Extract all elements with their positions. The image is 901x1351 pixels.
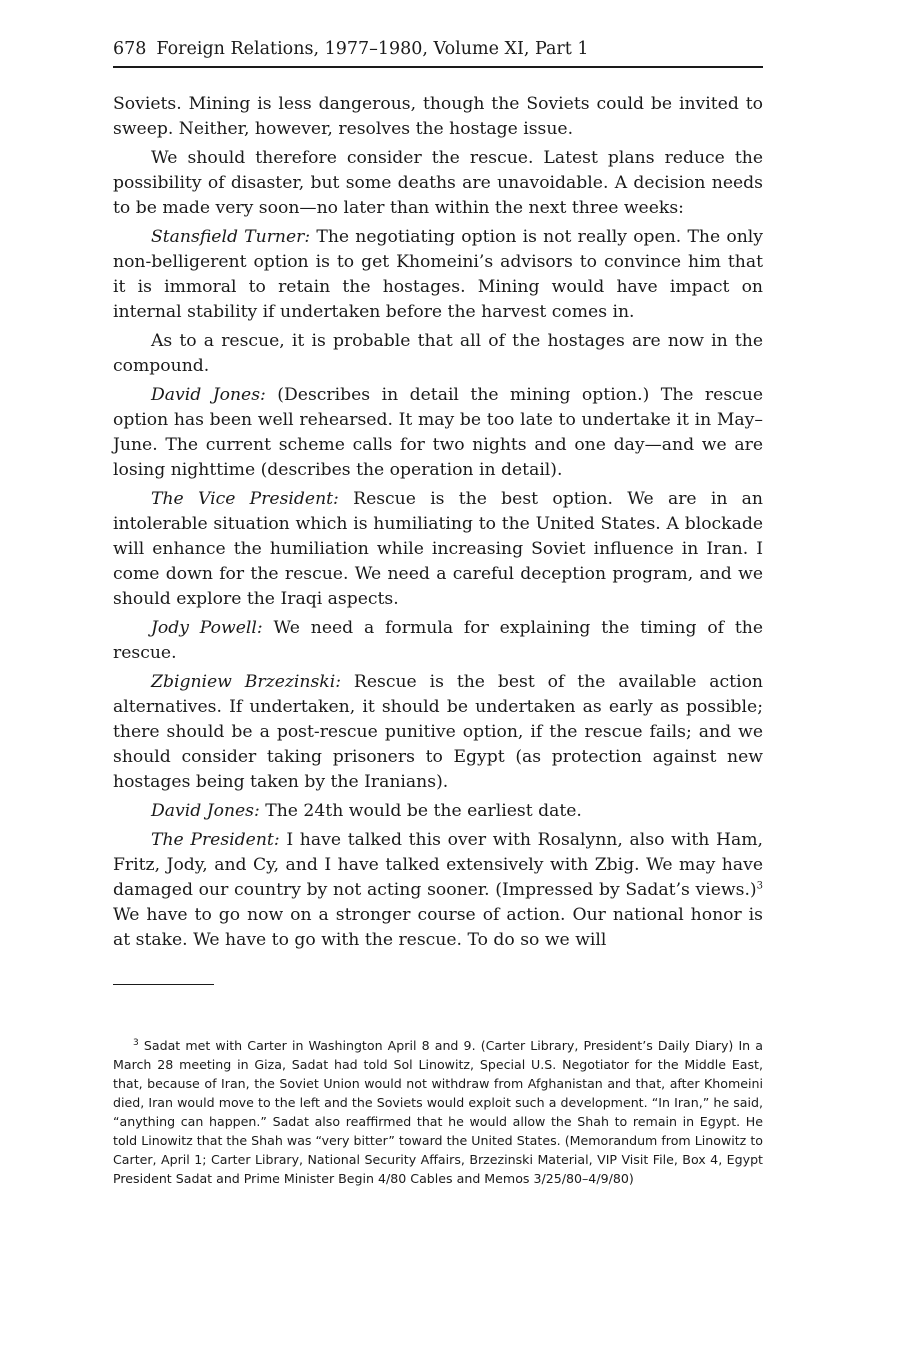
speaker-name: David Jones: bbox=[151, 385, 266, 405]
paragraph-text: Rescue is the best of the available action alternatives. If undertaken, it should be undertaken as early as possible; there should be a post-rescue punitive option, if the rescue fails; and we should consider taking prisoners to Egypt (as protection against new hostages being taken by the Iranians). bbox=[113, 672, 764, 792]
footnote-divider bbox=[113, 984, 214, 985]
paragraph-text: We should therefore consider the rescue. Latest plans reduce the possibility of disaster, but some deaths are unavoidable. A decision needs to be made very soon—no later than within the next three weeks: bbox=[113, 148, 763, 218]
speaker-name: The President: bbox=[151, 830, 280, 850]
page-number: 678 bbox=[113, 39, 147, 59]
paragraph bbox=[113, 329, 763, 379]
speaker-name: David Jones: bbox=[151, 801, 260, 821]
paragraph-text: (Describes in detail the mining option.) The rescue option has been well rehearsed. It may be too late to undertake it in May–June. The current scheme calls for two nights and one day—and we are losing nighttime (describes the operation in detail). bbox=[113, 385, 764, 480]
paragraph-text: I have talked this over with Rosalynn, also with Ham, Fritz, Jody, and Cy, and I have talked extensively with Zbig. We may have damaged our country by not acting sooner. (Impressed by Sadat’s views.) bbox=[113, 830, 763, 900]
paragraph-text: The 24th would be the earliest date. bbox=[259, 801, 582, 821]
footnote bbox=[113, 1036, 763, 1188]
speaker-name: Stansfield Turner: bbox=[151, 227, 311, 247]
paragraph-text: We have to go now on a stronger course of action. Our national honor is at stake. We have to go with the rescue. To do so we will bbox=[113, 905, 763, 950]
paragraph bbox=[113, 670, 763, 795]
paragraph bbox=[113, 828, 763, 953]
paragraph-text: The negotiating option is not really open. The only non-belligerent option is to get Khomeini’s advisors to convince him that it is immoral to retain the hostages. Mining would have impact on internal stability if undertaken before the harvest comes in. bbox=[113, 227, 763, 322]
paragraph bbox=[113, 487, 763, 612]
footnote-number: 3 bbox=[133, 1037, 139, 1048]
paragraph-text: We need a formula for explaining the timing of the rescue. bbox=[113, 618, 764, 663]
paragraph-text: Soviets. Mining is less dangerous, though the Soviets could be invited to sweep. Neither, however, resolves the hostage issue. bbox=[113, 94, 763, 139]
paragraph bbox=[113, 383, 763, 483]
footnote-reference[interactable]: 3 bbox=[756, 880, 763, 892]
paragraph bbox=[113, 225, 763, 325]
speaker-name: Jody Powell: bbox=[151, 618, 263, 638]
document-page bbox=[113, 36, 764, 1186]
paragraph bbox=[113, 146, 763, 221]
running-head bbox=[113, 36, 763, 68]
body-text bbox=[113, 92, 763, 953]
paragraph bbox=[113, 616, 763, 666]
paragraph-text: Rescue is the best option. We are in an intolerable situation which is humiliating to the United States. A blockade will enhance the humiliation while increasing Soviet influence in Iran. I come down for the rescue. We need a careful deception program, and we should explore the Iraqi aspects. bbox=[113, 489, 763, 609]
speaker-name: Zbigniew Brzezinski: bbox=[151, 672, 342, 692]
footnote-text: Sadat met with Carter in Washington April 8 and 9. (Carter Library, President’s Daily Diary) In a March 28 meeting in Giza, Sadat had told Sol Linowitz, Special U.S. Negotiator for the Middle East, that, because of Iran, the Soviet Union would not withdraw from Afghanistan and that, after Khomeini died, Iran would move to the left and the Soviets would exploit such a development. “In Iran,” he said, “anything can happen.” Sadat also reaffirmed that he would allow the Shah to remain in Egypt. He told Linowitz that the Shah was “very bitter” toward the United States. (Memorandum from Linowitz to Carter, April 1; Carter Library, National Security Affairs, Brzezinski Material, VIP Visit File, Box 4, Egypt President Sadat and Prime Minister Begin 4/80 Cables and Memos 3/25/80–4/9/80) bbox=[113, 1038, 763, 1186]
paragraph-text: As to a rescue, it is probable that all of the hostages are now in the compound. bbox=[113, 331, 763, 376]
volume-title: Foreign Relations, 1977–1980, Volume XI, Part 1 bbox=[156, 39, 589, 59]
speaker-name: The Vice President: bbox=[151, 489, 339, 509]
paragraph bbox=[113, 799, 763, 824]
paragraph bbox=[113, 92, 763, 142]
